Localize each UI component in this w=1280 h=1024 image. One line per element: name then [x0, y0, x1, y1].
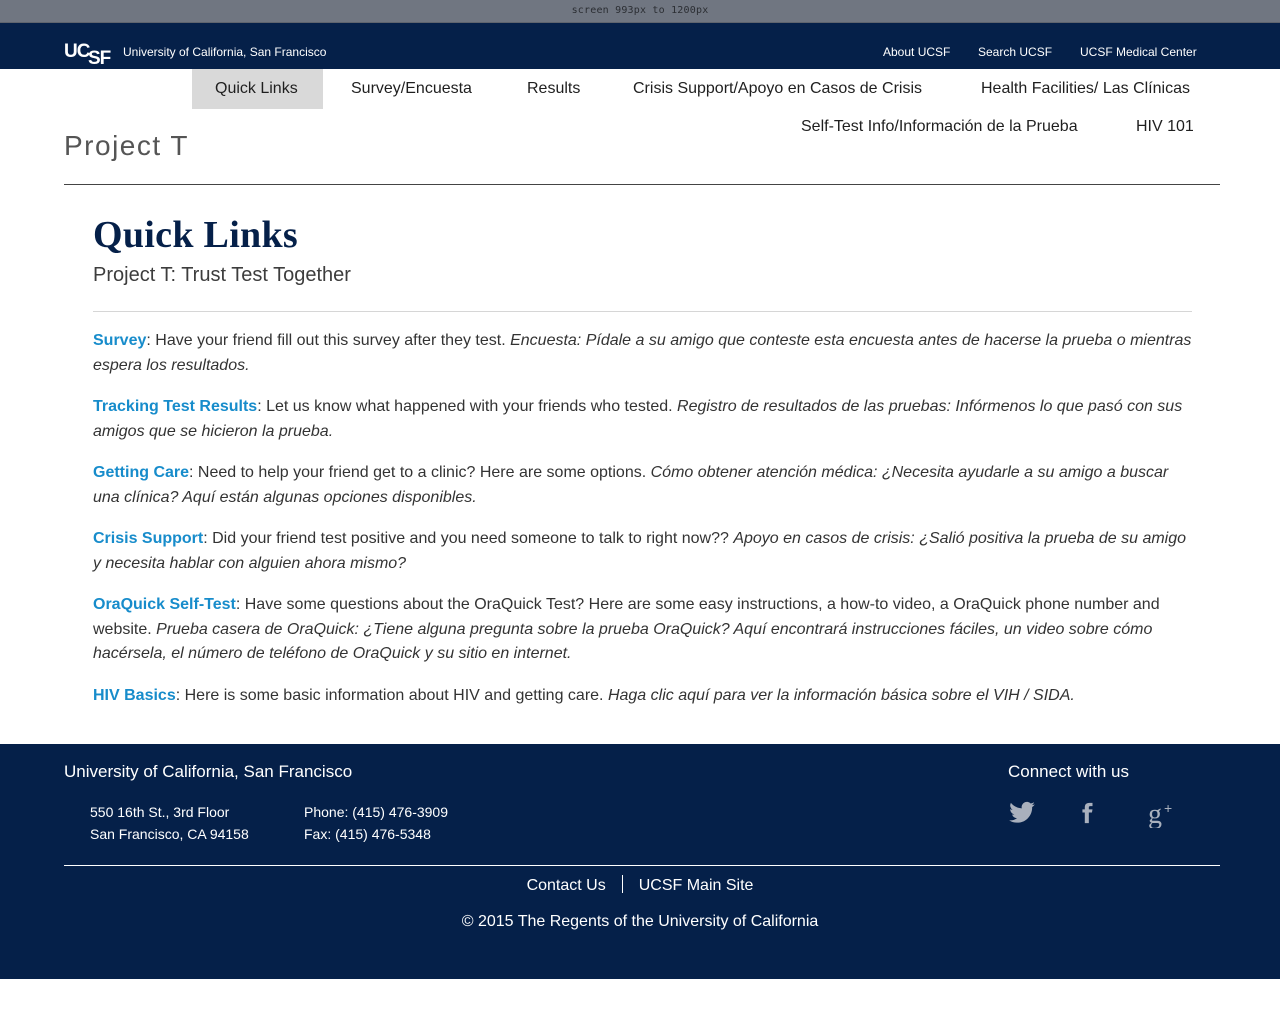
survey-link[interactable]: Survey — [93, 332, 147, 349]
ucsf-main-site-link[interactable]: UCSF Main Site — [638, 877, 754, 894]
breakpoint-indicator-text: screen 993px to 1200px — [571, 5, 709, 16]
title-divider — [64, 184, 1220, 185]
ucsf-medical-center-link[interactable]: UCSF Medical Center — [1080, 45, 1197, 59]
footer-fax: Fax: (415) 476-5348 — [304, 826, 431, 842]
oraquick-description-spanish: Prueba casera de OraQuick: ¿Tiene alguna pregunta sobre la prueba OraQuick? Aquí encontrará instrucciones fáciles, un video sobre cómo hacérsela, el número de teléfono de OraQuick y su sitio en internet. — [93, 620, 1153, 662]
quick-links-list — [93, 329, 1192, 725]
nav-item-survey[interactable]: Survey/Encuesta — [351, 80, 472, 97]
contact-us-link[interactable]: Contact Us — [526, 877, 606, 894]
nav-item-hiv-101[interactable]: HIV 101 — [1136, 118, 1194, 135]
hiv-basics-description: : Here is some basic information about HIV and getting care. — [175, 686, 608, 704]
nav-item-results[interactable]: Results — [527, 80, 581, 97]
svg-text:+: + — [1164, 800, 1173, 816]
survey-description: : Have your friend fill out this survey after they test. — [146, 332, 511, 349]
quick-link-tracking — [93, 395, 1192, 444]
getting-care-link[interactable]: Getting Care — [93, 464, 190, 481]
getting-care-description-spanish: Cómo obtener atención médica: ¿Necesita ayudarle a su amigo a buscar una clínica? Aquí están algunas opciones disponibles. — [93, 464, 1169, 506]
ucsf-logo[interactable] — [64, 40, 114, 66]
crisis-support-description: : Did your friend test positive and you need someone to talk to right now?? — [203, 530, 734, 547]
nav-item-crisis-support[interactable]: Crisis Support/Apoyo en Casos de Crisis — [633, 80, 923, 97]
tracking-description: : Let us know what happened with your friends who tested. — [257, 398, 678, 415]
connect-heading: Connect with us — [1008, 762, 1129, 781]
page-heading: Quick Links — [93, 214, 299, 256]
page-subheading: Project T: Trust Test Together — [93, 264, 351, 286]
hiv-basics-description-spanish: Haga clic aquí para ver la información básica sobre el VIH / SIDA. — [607, 686, 1075, 704]
tracking-description-spanish: Registro de resultados de las pruebas: Infórmenos lo que pasó con sus amigos que se hicieron la prueba. — [93, 398, 1183, 440]
survey-description-spanish: Encuesta: Pídale a su amigo que conteste esta encuesta antes de hacerse la prueba o mientras espera los resultados. — [93, 332, 1192, 374]
content-divider — [93, 311, 1192, 312]
quick-link-getting-care — [93, 461, 1192, 510]
footer-phone: Phone: (415) 476-3909 — [304, 804, 448, 820]
footer-address-line1: 550 16th St., 3rd Floor — [90, 804, 230, 820]
footer-links — [0, 875, 1280, 896]
footer-university-name: University of California, San Francisco — [64, 762, 353, 781]
quick-link-oraquick — [93, 593, 1192, 667]
ucsf-header-bar — [0, 23, 1280, 69]
crisis-support-description-spanish: Apoyo en casos de crisis: ¿Salió positiva la prueba de su amigo y necesita hablar con alguien ahora mismo? — [93, 530, 1187, 572]
oraquick-description: : Have some questions about the OraQuick Test? Here are some easy instructions, a how-to video, a OraQuick phone number and website. — [93, 596, 1160, 638]
hiv-basics-link[interactable]: HIV Basics — [93, 686, 176, 704]
footer-divider — [64, 865, 1220, 866]
svg-text:SF: SF — [88, 48, 111, 66]
tracking-test-results-link[interactable]: Tracking Test Results — [93, 398, 258, 415]
nav-item-health-facilities[interactable]: Health Facilities/ Las Clínicas — [981, 80, 1190, 97]
search-ucsf-link[interactable]: Search UCSF — [978, 45, 1053, 59]
quick-link-survey — [93, 329, 1192, 378]
svg-text:g: g — [1148, 799, 1162, 828]
twitter-icon[interactable] — [1008, 798, 1036, 828]
crisis-support-link[interactable]: Crisis Support — [93, 530, 204, 547]
facebook-icon[interactable] — [1076, 798, 1098, 828]
breakpoint-indicator-bar — [0, 0, 1280, 23]
nav-item-quick-links[interactable]: Quick Links — [215, 80, 298, 97]
footer-copyright: © 2015 The Regents of the University of California — [461, 913, 819, 930]
getting-care-description: : Need to help your friend get to a clinic? Here are some options. — [189, 464, 651, 481]
footer-address-line2: San Francisco, CA 94158 — [90, 826, 249, 842]
quick-link-crisis-support — [93, 527, 1192, 576]
google-plus-icon[interactable] — [1146, 798, 1178, 828]
site-footer — [0, 744, 1280, 979]
university-name-link[interactable]: University of California, San Francisco — [123, 45, 327, 59]
svg-text:UC: UC — [64, 41, 90, 62]
about-ucsf-link[interactable]: About UCSF — [883, 45, 951, 59]
oraquick-self-test-link[interactable]: OraQuick Self-Test — [93, 596, 236, 613]
site-title[interactable]: Project T — [64, 130, 190, 161]
quick-link-hiv-basics — [93, 684, 1192, 709]
nav-item-self-test-info[interactable]: Self-Test Info/Información de la Prueba — [801, 118, 1078, 135]
